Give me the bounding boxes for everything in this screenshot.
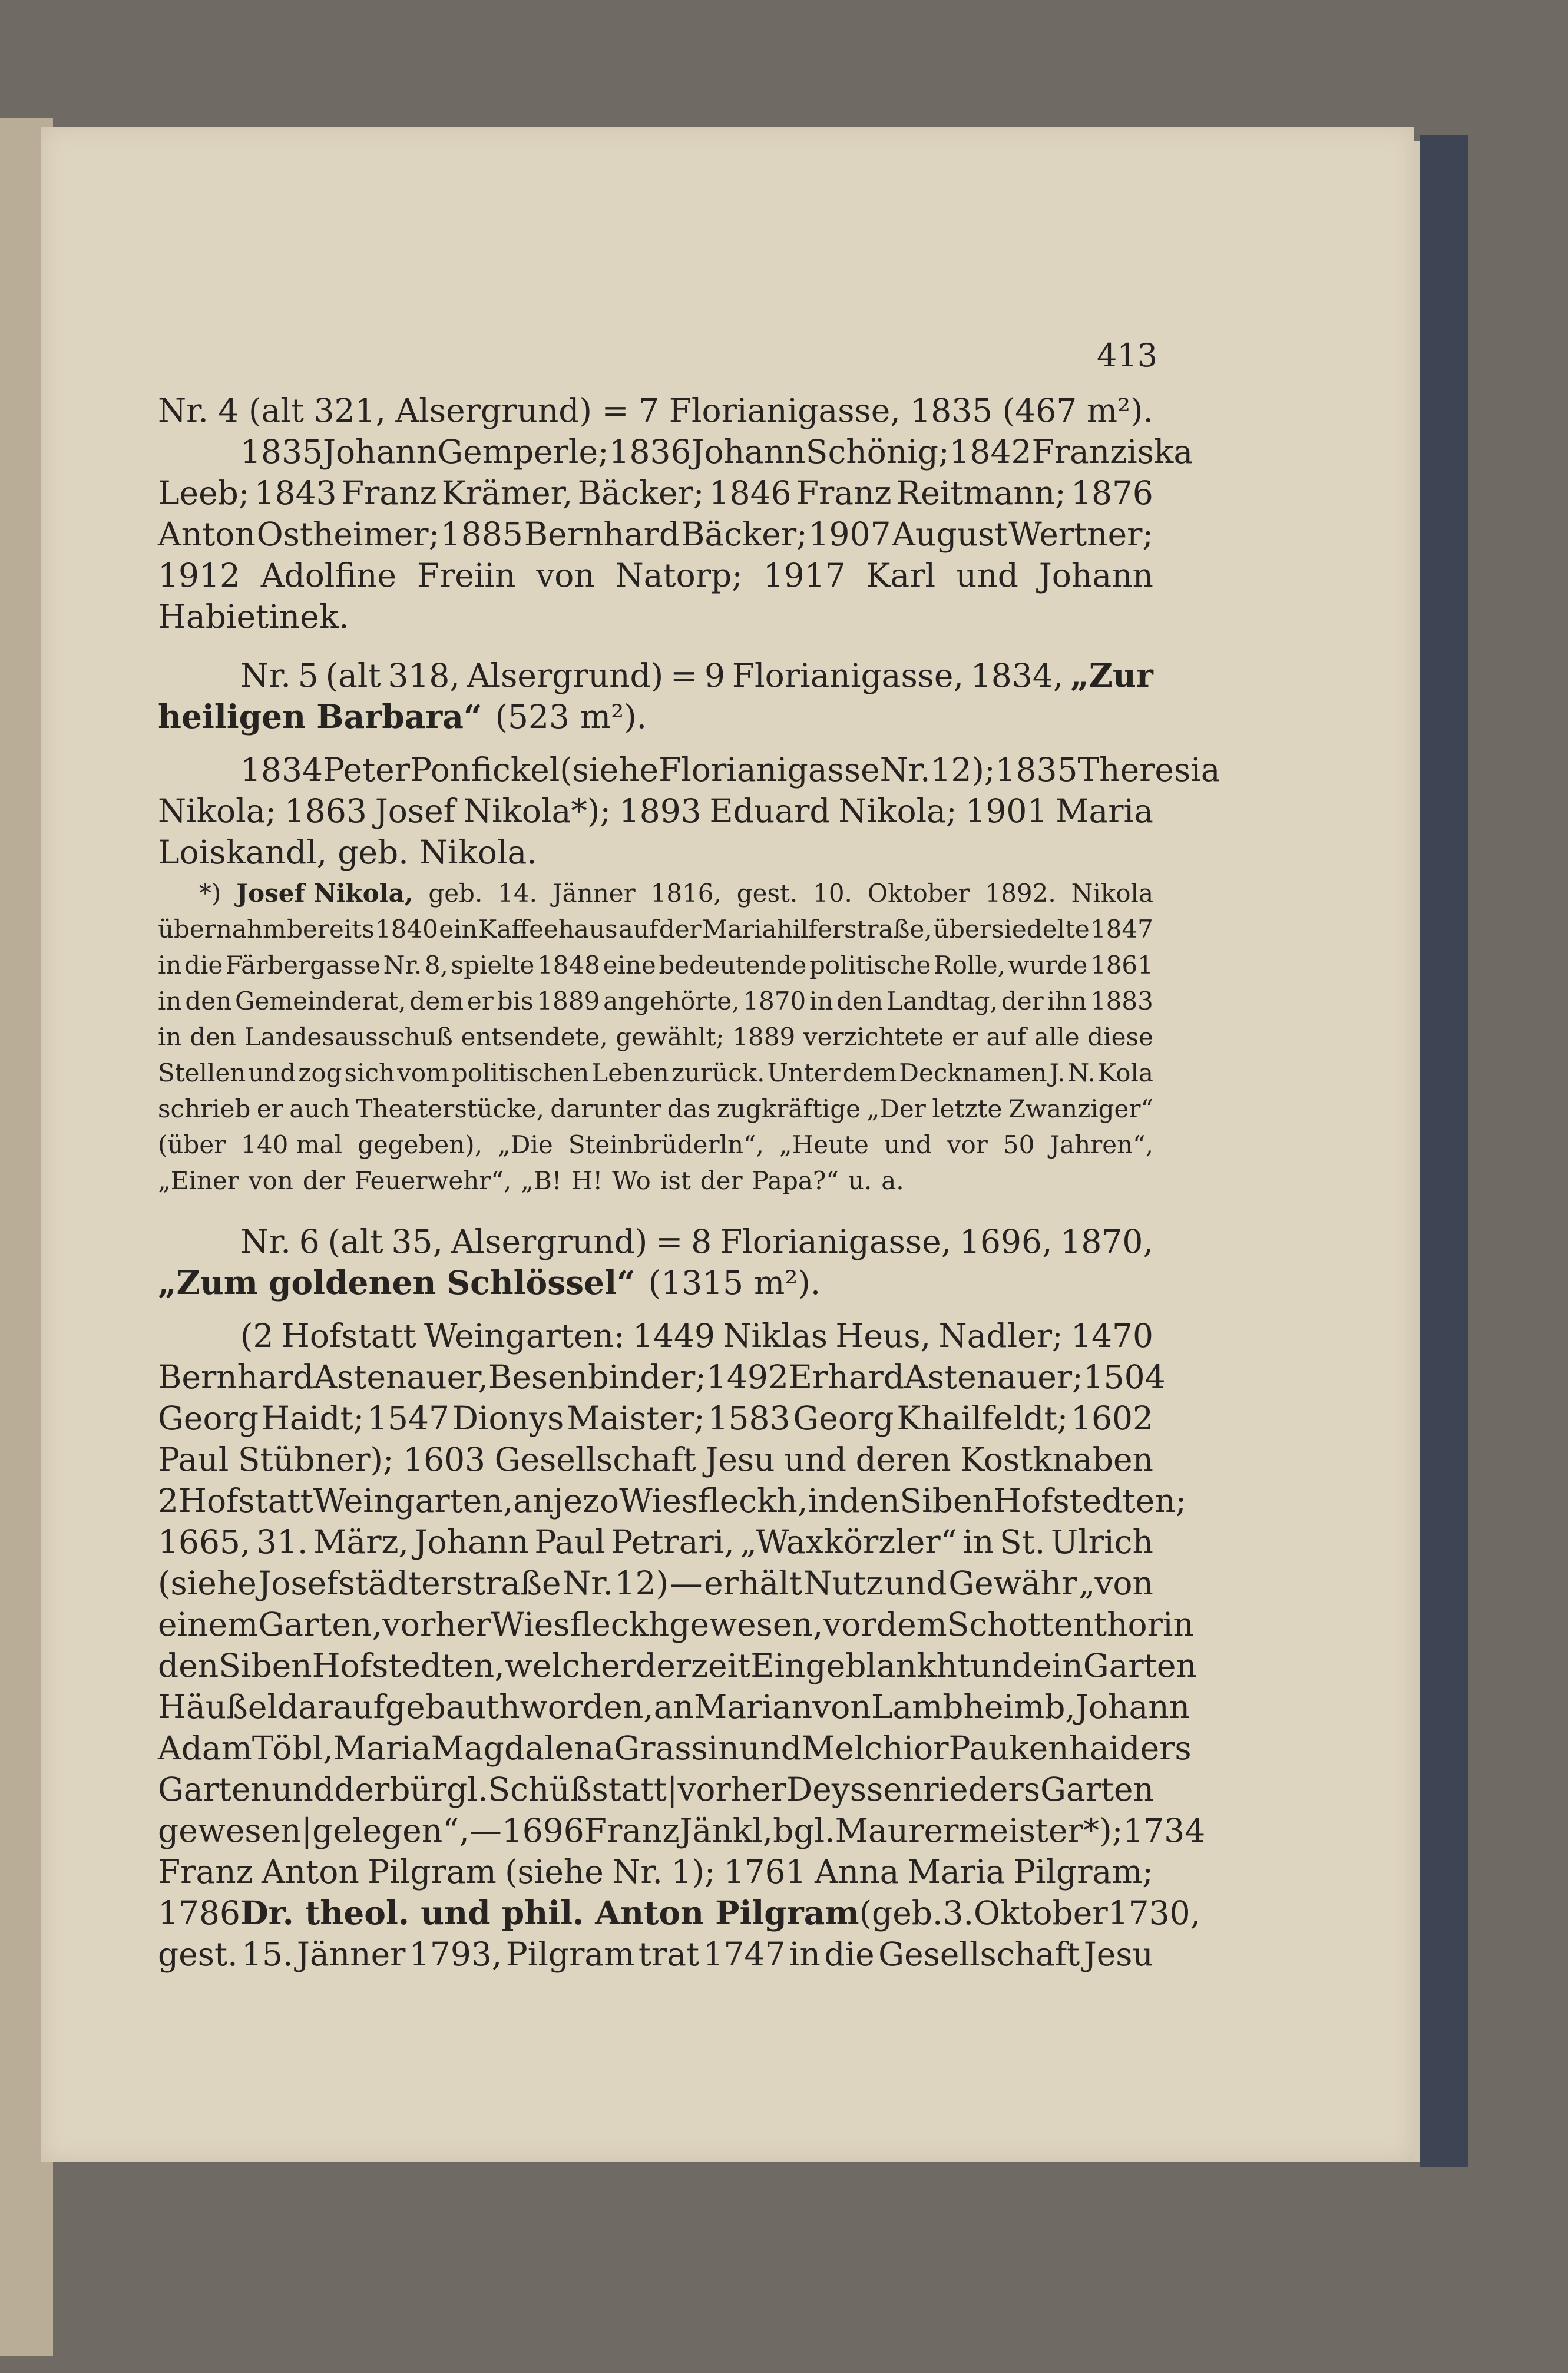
text-line: 1786 Dr. theol. und phil. Anton Pilgram (geb. 3. Oktober 1730, (158, 1894, 1201, 1932)
text-line: (siehe Josefstädterstraße Nr. 12) — erhält Nutz und Gewähr „von (158, 1564, 1153, 1602)
text-line: den Siben Hofstedten, welcher derzeit Eingeblankht und ein Garten (158, 1647, 1197, 1684)
text-line: gewesen | gelegen“, — 1696 Franz Jänkl, bgl. Maurermeister*); 1734 (158, 1812, 1206, 1849)
text-line: Bernhard Astenauer, Besenbinder; 1492 Erhard Astenauer; 1504 (158, 1358, 1166, 1396)
footnote-line: schrieb er auch Theaterstücke, darunter das zugkräftige „Der letzte Zwanziger“ (158, 1094, 1153, 1123)
footnote-line: in den Gemeinderat, dem er bis 1889 angehörte, 1870 in den Landtag, der ihn 1883 (158, 987, 1153, 1015)
text-line: 2 Hofstatt Weingarten, anjezo Wiesfleckh, in den Siben Hofstedten; (158, 1482, 1187, 1520)
text-line: Franz Anton Pilgram (siehe Nr. 1); 1761 Anna Maria Pilgram; (158, 1853, 1153, 1891)
text-line: Habietinek. (158, 598, 349, 636)
text-line: Häußel darauf gebauth worden, an Marian von Lambheimb, Johann (158, 1688, 1190, 1726)
footnote-line: übernahm bereits 1840 ein Kaffeehaus auf der Mariahilferstraße, übersiedelte 1847 (158, 915, 1153, 944)
text-line: Nikola; 1863 Josef Nikola*); 1893 Eduard Nikola; 1901 Maria (158, 792, 1153, 830)
text-line: Paul Stübner); 1603 Gesellschaft Jesu und deren Kostknaben (158, 1441, 1153, 1478)
footnote-line: in die Färbergasse Nr. 8, spielte 1848 eine bedeutende politische Rolle, wurde 1861 (158, 951, 1153, 979)
text-line: Nr. 6 (alt 35, Alsergrund) = 8 Florianigasse, 1696, 1870, (240, 1223, 1153, 1260)
text-line: Garten und der bürgl. Schüßstatt | vorher Deyssenrieders Garten (158, 1770, 1155, 1808)
footnote-line: *) Josef Nikola, geb. 14. Jänner 1816, gest. 10. Oktober 1892. Nikola (199, 879, 1153, 908)
text-line: 1834 Peter Ponfickel (siehe Florianigasse Nr. 12); 1835 Theresia (240, 751, 1220, 789)
text-line: Adam Töbl, Maria Magdalena Grassin und Melchior Paukenhaiders (158, 1729, 1192, 1767)
book-cover-edge (1420, 135, 1468, 2167)
footnote-line: (über 140 mal gegeben), „Die Steinbrüderln“, „Heute und vor 50 Jahren“, (158, 1130, 1153, 1159)
text-line: Nr. 5 (alt 318, Alsergrund) = 9 Florianigasse, 1834, „Zur (240, 656, 1153, 694)
footnote-line: Stellen und zog sich vom politischen Leben zurück. Unter dem Decknamen J. N. Kola (158, 1058, 1153, 1087)
text-line: 1912 Adolfine Freiin von Natorp; 1917 Karl und Johann (158, 557, 1153, 594)
text-line: Leeb; 1843 Franz Krämer, Bäcker; 1846 Franz Reitmann; 1876 (158, 474, 1153, 512)
footnote-line: in den Landesausschuß entsendete, gewählt; 1889 verzichtete er auf alle diese (158, 1022, 1153, 1051)
text-line: einem Garten, vorher Wiesfleckh gewesen, vor dem Schottenthor in (158, 1606, 1194, 1643)
text-line: Georg Haidt; 1547 Dionys Maister; 1583 Georg Khailfeldt; 1602 (158, 1399, 1153, 1437)
footnote-line: „Einer von der Feuerwehr“, „B! H! Wo ist der Papa?“ u. a. (158, 1166, 904, 1195)
text-line: gest. 15. Jänner 1793, Pilgram trat 1747 in die Gesellschaft Jesu (158, 1935, 1153, 1973)
text-line: Anton Ostheimer; 1885 Bernhard Bäcker; 1907 August Wertner; (158, 515, 1153, 553)
text-line: 1835 Johann Gemperle; 1836 Johann Schönig; 1842 Franziska (240, 433, 1193, 471)
text-line: „Zum goldenen Schlössel“ (1315 m²). (158, 1263, 821, 1302)
text-line: (2 Hofstatt Weingarten: 1449 Niklas Heus, Nadler; 1470 (240, 1317, 1153, 1355)
page-number: 413 (1097, 337, 1158, 374)
text-line: 1665, 31. März, Johann Paul Petrari, „Waxkörzler“ in St. Ulrich (158, 1523, 1153, 1561)
text-line: heiligen Barbara“ (523 m²). (158, 697, 647, 736)
text-line: Nr. 4 (alt 321, Alsergrund) = 7 Florianigasse, 1835 (467 m²). (158, 392, 1153, 429)
text-line: Loiskandl, geb. Nikola. (158, 833, 537, 871)
